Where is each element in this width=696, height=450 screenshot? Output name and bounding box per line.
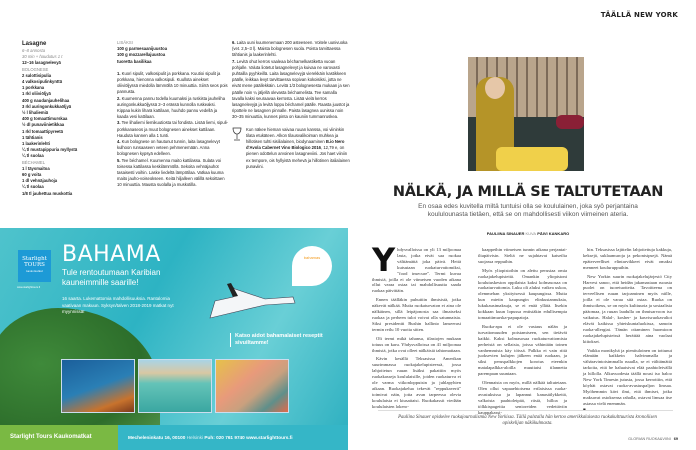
recipe-ingredients (22, 40, 102, 197)
airplane-image (205, 283, 300, 323)
list-item: tuoretta basilikaa (117, 58, 152, 64)
extra-list (117, 46, 229, 65)
logo-url: www.starlighttours.fi (17, 286, 41, 289)
recipe-steps-col2 (232, 40, 350, 170)
section-label-bolognese: BOLOGNESE (22, 66, 49, 72)
steps-list (117, 71, 229, 189)
list-item: 1 laakerinlehti (22, 141, 50, 147)
ad-body: 16 saarta. Lukemattomia mahdollisuuksia. Rantalomia vaativaan makuun. Syksyn/talven 2018-2019 matkat nyt myynnissä! (62, 296, 174, 314)
recipe-servings: 6–8 annosta (22, 48, 46, 53)
list-item: 4 valkosipulinkynttä (22, 79, 63, 85)
ad-footer-bar (0, 425, 348, 450)
ad-contact: Mecheleninkatu 16, 00100 Helsinki Puh: 020 761 9740 www.starlighttours.fi (128, 435, 293, 440)
article-column-2 (478, 247, 567, 415)
bechamel-list (22, 166, 102, 197)
list-item: ¼ tl suolaa (22, 153, 44, 159)
bolognese-list (22, 73, 102, 160)
paragraph: Ennen täälläkin puhuttiin ihmisistä, jotka näkevät nälkää. Mutta ruokaturvaton ei aina ole nälkäinen, sillä leipäjonosta saa ilmaiseksi ruokaa ja perheen tulot voivat olla satunnaisia. Siksi presidentti Bushin hallinto lanseerasi termin reilu 10 vuotta sitten. (372, 297, 461, 332)
wine-tip (232, 127, 350, 170)
ad-cta: Katso aidot bahamalaiset reseptit sivuiltamme! (230, 333, 340, 347)
section-kicker: TÄÄLLÄ NEW YORK (600, 11, 678, 19)
paragraph: Ruoka-apu ei ole vastaus nälän ja turvattomuuden poistamiseen, sen tietävät kaikki. Kaksi kolmasosaa ruokaturvattomista perheistä on sellaisia, joissa vähintään toinen vanhemmista käy töissä. Palkka ei vain riitä juoksevien kulujen jälkeen enää ruokaan, ja siksi peruspalkkojen korotus eteenkin matalapalkka-aloilla muuttaisi tilannetta parempaan suuntaan. (478, 323, 567, 377)
recipe-time: 30 min + haudutus 1 t (22, 54, 63, 60)
list-item: 1 tähtianis (22, 134, 43, 140)
page-footer: GLORIAN RUOKA&VIINI 69 (628, 437, 678, 441)
byline: PAULIINA SINAUER KUVA PÄIVI KANKARO (486, 231, 570, 236)
recipe-step: 7. Levitä ohut kerros vaaleaa béchamelkastiketta vuoan pohjalle. Valuta liotetut lasagnelevyt ja kuivaa ne varovasti puhtailla pyyhkeillä. Laita lasagnelevyjä vierekkäin kastikkeen päälle, leikkaa levyt tarvittaessa sopivan kokoisiksi, jotta ne eivät mene päällekkäin. Levitä 1/3 bolognesesta mukaan ja sen päälle noin ¼ jäljellä olevasta béchamelista. Tee samalla tavalla kaksi seuraavaa kerrosta. Lisää vielä kerros lasagnelevyjä ja levitä loppu béchamel päälle. Raasta juustot ja ripottele ne lasagnen pinnalle. Paista lasagnea uunissa noin 30–35 minuuttia, kunnes pinta on kauniin tummanruskea. (232, 58, 350, 120)
wine-text: Kun näkee hieman vaivaa ruuan kanssa, voi viininkin tilata etukäteen. Alkon tilausvalikoiman muhkea ja hillotisen tuhti sisilialainen, biodynaaminen (246, 126, 345, 145)
ad-title: BAHAMA (62, 242, 161, 267)
list-item: 400 g tomaattimurskaa (22, 116, 68, 122)
list-item: 100 g parmesaanijuustoa (117, 46, 168, 52)
paragraph: kaappeihin viimeisen tunnin aikana perjantai-iltapäivisin. Sieltä ne sujahtavat katseilta suojassa reppuihin. (478, 247, 567, 264)
list-item: 60 g voita (22, 172, 42, 178)
recipe-step: 3. Tee lihaliemi liemikuutiosta tai fondista. Lisää liemi, sipuli-porkkanaseos ja muut bolognesen ainekset kattilaan. Hauduta kannen alla 1 tunti. (117, 120, 228, 138)
list-item: 1 l täysmaitoa (22, 165, 50, 171)
list-item: ½ dl punaviinietikkaa (22, 122, 65, 128)
starlight-tours-logo: Starlight TOURS kaukomatkat (18, 250, 51, 282)
steps-list (232, 40, 350, 121)
article-photo (468, 57, 584, 171)
wine-glass-icon (232, 127, 242, 141)
list-item: 1 porkkana (22, 85, 45, 91)
list-item: ¼ tl suolaa (22, 184, 44, 190)
recipe-step: 1. Kuori sipulit, valkosipulit ja porkkana. Kuutioi sipulit ja porkkana, hienonna valkosipuli. Kuullota ainekset oliiviöljyssä miedolla lämmöllä 10 minuuttia. Siirrä seos pois pannusta. (117, 70, 228, 95)
recipe-title: Lasagne (22, 41, 47, 47)
paragraph: Vaikka monikyhä ja pienituloinen on tottunut elämään kaikkein halvimmalla ja vähäravintoisimmalla ruualla, se ei välttämättä tarkoita, että he haluaisivat elää paahtoleivällä ja hillolla. Alkuvuodesta täällä nousi iso haloo New York Timesin jutusta, jossa kerrottiin, että köyhät ostavat ruoka-avustuspaljon limsaa. Myöhemmin kävi ilmi, että ihmiset, jotka maksavat ostoksensa rahalla, ostavat limsaa itse asiassa vielä enemmän. (583, 347, 672, 406)
bahama-advertisement[interactable] (0, 228, 348, 450)
article-column-3 (583, 247, 672, 412)
section-label-extra: LISÄKSI (117, 40, 133, 45)
list-item: 1/8 tl jauhettua muskottia (22, 190, 73, 196)
paragraph: New Yorkin suurin ruokajakelujärjestö City Harvest sanoo, että heidän jakamastaan ruoasta puolet on tuoretuotteita. Tavoitteena on terveellisen ruuan tarjoaminen myös niille, joilla ei ole varaa sitä ostaa. Ruoka on ihmisoikeus, se on myös kulttuuria ja sosiaalista pääomaa, ja ruuan laadulla on ihmisarvoon iso vaikutus. Halal-, kosher- ja kasvisruokavaliot elävät kaikissa yhteiskuntaluokissa, samoin ruoka-allergiat. Tämän ottaminen huomioon ruokajakelupisteissä herättää aina vaolaat kiitokset. (583, 273, 672, 344)
paragraph: hdysvalloissa on yli 13 miljoonaa lasta, jotka eivät saa ruokaa välttämättä joka päivä. Heitä kutsutaan ruokaturvattomiksi, "food insecure". Termi kuvaa ihmisiä, joilla ei ole viimeisen vuoden aikana ollut varaa ostaa tai mahdollisuutta saada ruokaa päivittäin. (372, 247, 461, 294)
drop-cap: Y (372, 241, 396, 279)
article-headline: NÄLKÄ, JA MILLÄ SE TALTUTETAAN (392, 184, 664, 200)
list-item: 1 rkl tomaattipyreetä (22, 128, 63, 134)
paragraph: Oli termi mikä tahansa, tilastojen mukaan totuus on karu. Yhdysvalloissa on 41 miljoonaa ihmistä, jotka ovat olleet nälkäisiä tahtomattaan. (372, 335, 461, 353)
recipe-step: 5. Tee béchamel. Kuumenna maito kattilassa. Sulata voi toisessa kattilassa keskilämmöllä. Sekoita vehnäjauhot tasaisesti voihin. Laske liedeltä lämpötilaa. Vatkaa kuuma maito jauho-voiseokseen. Keitä hiljalleen välillä sekoittaen 10 minuuttia. Mausta suolalla ja muskotilla. (117, 157, 225, 188)
recipe-step: 2. Kuumenna pannu todella kuumaksi ja ruskista jauheliha auringonkukkaöljyssä 2–3 erässä kunnolla ruskeaksi. Kippaa kukin liharä kattilaan, huuhdo pannu vedellä ja kaada vesi kattilaan. (117, 95, 226, 120)
list-item: 1 dl vehnäjauhoja (22, 178, 58, 184)
list-item: 400 g naudanjauhelihaa (22, 97, 70, 103)
list-item: ¼ tl mustapippuria myllystä (22, 147, 78, 153)
paragraph: Myös yliopistoihin on alettu perustaa omia ruokajakelupisteitä. Omankin yliopistoni koulutuskeston oppilaista kaksi kolmasosaa on ruokaturvattomia. Luku oli aluksi vaikea uskoa, olemmehan yksityisessä kaupungissa. Mutta kun mietin kaupungin elinkustannuksia, lukukausimaksuja, se ei enää yllätä. Itsekin kokkaan kuun lopussa entistäkin edullisempia tomaattimurska-papupatoja. (478, 267, 567, 320)
paragraph: Olennaista on myös, millä nälkää taltutetaan. Olen ollut vapaaehtoisena erilaisissa ruoka-avustuksissa ja lapannut kanasäilykkeitä, valkoista paahtoleipää, riisiä, hilloa ja tölkkispagettia senioreiden vedettäviin kauppakassi- (478, 380, 567, 415)
ad-url[interactable]: www.starlighttours.fi (246, 435, 293, 440)
ad-subtitle: Tule rentoutumaan Karibian kauneimmille saarille! (62, 268, 161, 287)
list-item: 3 rkl auringonkukkaöljyä (22, 103, 72, 109)
festival-photo (215, 359, 289, 413)
paragraph: hin. Teksasissa lajittelin lahjoitettuja kakkuja, keksejä, suklaamuroja ja pekonisipsejä. Nämä epäterveelliset elintarvikkeet eivät omaksi menneet kouluruppuihin. (583, 247, 672, 270)
article-deck: En osaa edes kuvitella miltä tuntuisi olla se koululainen, joka syö perjantaina koululounasta tietäen, että se on mahdollisesti viikon viimeinen ateria. (418, 203, 638, 219)
list-item: 100 g mozzarellajuustoa (117, 52, 166, 58)
swimming-pig-photo (138, 359, 212, 413)
list-item: ½ l lihaliemiä (22, 110, 49, 116)
section-label-bechamel: BÉCHAMEL (22, 159, 46, 165)
recipe-step: 4. Kun bolognese on hautunut tunnin, laita lasagnelevyt kulhoon runsaaseen veteen pehmenemään. Anna bolognesen kypsyä edelleen. (117, 139, 220, 157)
diver-photo (61, 359, 135, 413)
recipe-step: 6. Laita uuni kuumenemaan 200 asteeseen. Voitele uunivuoka (vet. 2,5–3 l). Maista bolognesen suola. Poista tarvittaessa tähtianis ja laakerinlehti. (232, 40, 348, 58)
ingredient: 12–16 lasagnelevyä (22, 60, 61, 66)
list-item: 1 rkl oliiviöljyä (22, 91, 51, 97)
paragraph: Kävin kesällä Teksasissa Amerikan suurimmassa ruokajakelupisteessä, jossa lahjoitetun ruuan lisäksi pakattiin myös ruokakasseja koululaisille, joiden ruokaturva ei ole varma viikonloppuisin ja juhlapyhien aikaan. Ruokajakelua tekevät "reppukaverit" toimivat näin, jotta avun tarpeessa olevia koululaisia ei kiusattaisi. Ruokakassit viedään koululaisten lokero- (372, 356, 461, 409)
page-number: 69 (673, 437, 678, 441)
list-item: 2 salottisipulia (22, 72, 52, 78)
article-column-1 (372, 241, 461, 410)
bahamas-badge: bahamas (292, 246, 332, 286)
author-caption: Pauliina Sinauer opiskelee ruokajournalismia New Yorkissa. Tällä palstalla hän kertoo amerikkalaisesta ruokakulttuurista kronoliisen opiskelijan näkökulmasta. (398, 415, 657, 426)
ad-brand: Starlight Tours Kaukomatkat (0, 425, 118, 450)
end-mark: ■ (583, 406, 586, 412)
recipe-steps-col1 (117, 40, 229, 189)
wine-text-2: , 12,79 e, on pienen odottelun arvoinen lasagneviini. Jos haet viiniin ex tempore, ois hyllyistä mehevä ja hillotinen italialainen punaviini. (246, 145, 350, 169)
caption-divider (378, 410, 673, 411)
wine-name: B.io Nero d'Avola Cabernet Vino Biologico 2016 (246, 139, 345, 151)
